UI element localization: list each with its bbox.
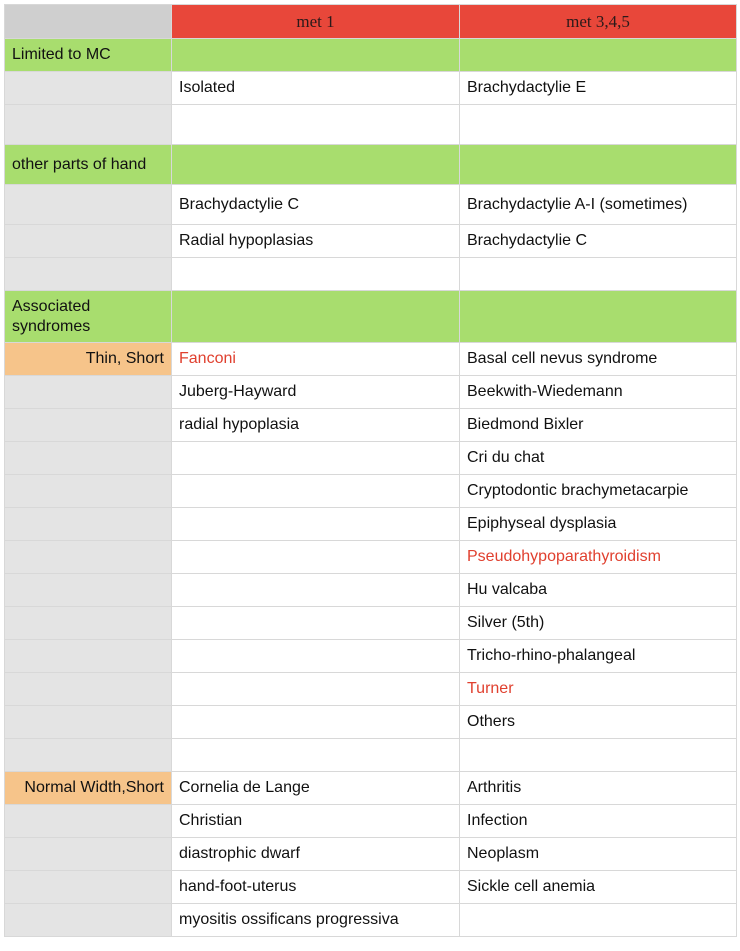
category-label-normal-short[interactable]: Normal Width,Short: [5, 772, 172, 805]
met1-cell[interactable]: radial hypoplasia: [172, 409, 460, 442]
side-cell[interactable]: [5, 640, 172, 673]
table-row: [5, 258, 737, 291]
table-row: [5, 225, 737, 258]
met1-cell[interactable]: [172, 258, 460, 291]
met345-cell[interactable]: Tricho-rhino-phalangeal: [460, 640, 737, 673]
table-row: [5, 706, 737, 739]
section-title-syndromes[interactable]: Associated syndromes: [5, 291, 172, 343]
spreadsheet-table: [4, 4, 737, 937]
met1-cell[interactable]: hand-foot-uterus: [172, 871, 460, 904]
met345-cell[interactable]: [460, 258, 737, 291]
met1-cell[interactable]: [172, 541, 460, 574]
met1-cell[interactable]: [172, 475, 460, 508]
met1-cell[interactable]: Christian: [172, 805, 460, 838]
category-label-thin-short[interactable]: Thin, Short: [5, 343, 172, 376]
met1-cell[interactable]: Radial hypoplasias: [172, 225, 460, 258]
side-cell[interactable]: [5, 376, 172, 409]
side-cell[interactable]: [5, 508, 172, 541]
met345-cell[interactable]: Arthritis: [460, 772, 737, 805]
table-row: [5, 105, 737, 145]
side-cell[interactable]: [5, 574, 172, 607]
met1-cell[interactable]: Isolated: [172, 72, 460, 105]
section-cell[interactable]: [460, 291, 737, 343]
section-title-limited[interactable]: Limited to MC: [5, 39, 172, 72]
table-row: [5, 475, 737, 508]
section-title-hand[interactable]: other parts of hand: [5, 145, 172, 185]
met1-cell[interactable]: [172, 739, 460, 772]
side-cell[interactable]: [5, 904, 172, 937]
met345-cell[interactable]: Epiphyseal dysplasia: [460, 508, 737, 541]
met1-cell[interactable]: [172, 442, 460, 475]
met345-cell[interactable]: Infection: [460, 805, 737, 838]
table-row: [5, 185, 737, 225]
met1-cell[interactable]: myositis ossificans progressiva: [172, 904, 460, 937]
table-row: [5, 343, 737, 376]
table-row: [5, 541, 737, 574]
met1-cell[interactable]: diastrophic dwarf: [172, 838, 460, 871]
section-row: [5, 39, 737, 72]
met345-cell[interactable]: [460, 739, 737, 772]
column-header-met345[interactable]: met 3,4,5: [460, 5, 737, 39]
section-cell[interactable]: [172, 291, 460, 343]
side-cell[interactable]: [5, 838, 172, 871]
side-cell[interactable]: [5, 739, 172, 772]
table-row: [5, 673, 737, 706]
side-cell[interactable]: [5, 541, 172, 574]
met1-cell[interactable]: Juberg-Hayward: [172, 376, 460, 409]
met1-cell[interactable]: [172, 574, 460, 607]
side-cell[interactable]: [5, 442, 172, 475]
table-row: [5, 805, 737, 838]
section-row: [5, 145, 737, 185]
column-header-met1[interactable]: met 1: [172, 5, 460, 39]
met345-cell[interactable]: Cryptodontic brachymetacarpie: [460, 475, 737, 508]
met1-cell[interactable]: Brachydactylie C: [172, 185, 460, 225]
table-row: [5, 442, 737, 475]
met1-cell[interactable]: [172, 640, 460, 673]
section-cell[interactable]: [172, 39, 460, 72]
table-row: [5, 607, 737, 640]
section-cell[interactable]: [460, 39, 737, 72]
table-row: [5, 72, 737, 105]
met345-cell[interactable]: Hu valcaba: [460, 574, 737, 607]
met345-cell[interactable]: Biedmond Bixler: [460, 409, 737, 442]
side-cell[interactable]: [5, 475, 172, 508]
met1-cell[interactable]: [172, 607, 460, 640]
side-cell[interactable]: [5, 258, 172, 291]
met1-cell[interactable]: Cornelia de Lange: [172, 772, 460, 805]
table-row: [5, 904, 737, 937]
side-cell[interactable]: [5, 105, 172, 145]
met345-cell[interactable]: Turner: [460, 673, 737, 706]
section-cell[interactable]: [172, 145, 460, 185]
section-row: [5, 291, 737, 343]
met345-cell[interactable]: Beekwith-Wiedemann: [460, 376, 737, 409]
met1-cell[interactable]: [172, 508, 460, 541]
side-cell[interactable]: [5, 805, 172, 838]
met345-cell[interactable]: Neoplasm: [460, 838, 737, 871]
side-cell[interactable]: [5, 871, 172, 904]
table-row: [5, 871, 737, 904]
met345-cell[interactable]: [460, 904, 737, 937]
met345-cell[interactable]: [460, 105, 737, 145]
met1-cell[interactable]: [172, 673, 460, 706]
met345-cell[interactable]: Basal cell nevus syndrome: [460, 343, 737, 376]
table-row: [5, 508, 737, 541]
table-row: [5, 739, 737, 772]
side-cell[interactable]: [5, 225, 172, 258]
table-row: [5, 772, 737, 805]
met345-cell[interactable]: Sickle cell anemia: [460, 871, 737, 904]
met345-cell[interactable]: Brachydactylie C: [460, 225, 737, 258]
header-row: [5, 5, 737, 39]
side-cell[interactable]: [5, 706, 172, 739]
side-cell[interactable]: [5, 409, 172, 442]
table-row: [5, 409, 737, 442]
corner-cell[interactable]: [5, 5, 172, 39]
met345-cell[interactable]: Cri du chat: [460, 442, 737, 475]
table-row: [5, 376, 737, 409]
met345-cell[interactable]: Brachydactylie A-I (sometimes): [460, 185, 737, 225]
side-cell[interactable]: [5, 673, 172, 706]
table-row: [5, 574, 737, 607]
table-row: [5, 838, 737, 871]
side-cell[interactable]: [5, 185, 172, 225]
table-row: [5, 640, 737, 673]
met345-cell[interactable]: Silver (5th): [460, 607, 737, 640]
met345-cell[interactable]: Others: [460, 706, 737, 739]
met1-cell[interactable]: [172, 105, 460, 145]
section-cell[interactable]: [460, 145, 737, 185]
met1-cell[interactable]: Fanconi: [172, 343, 460, 376]
side-cell[interactable]: [5, 72, 172, 105]
met345-cell[interactable]: Brachydactylie E: [460, 72, 737, 105]
met1-cell[interactable]: [172, 706, 460, 739]
met345-cell[interactable]: Pseudohypoparathyroidism: [460, 541, 737, 574]
side-cell[interactable]: [5, 607, 172, 640]
